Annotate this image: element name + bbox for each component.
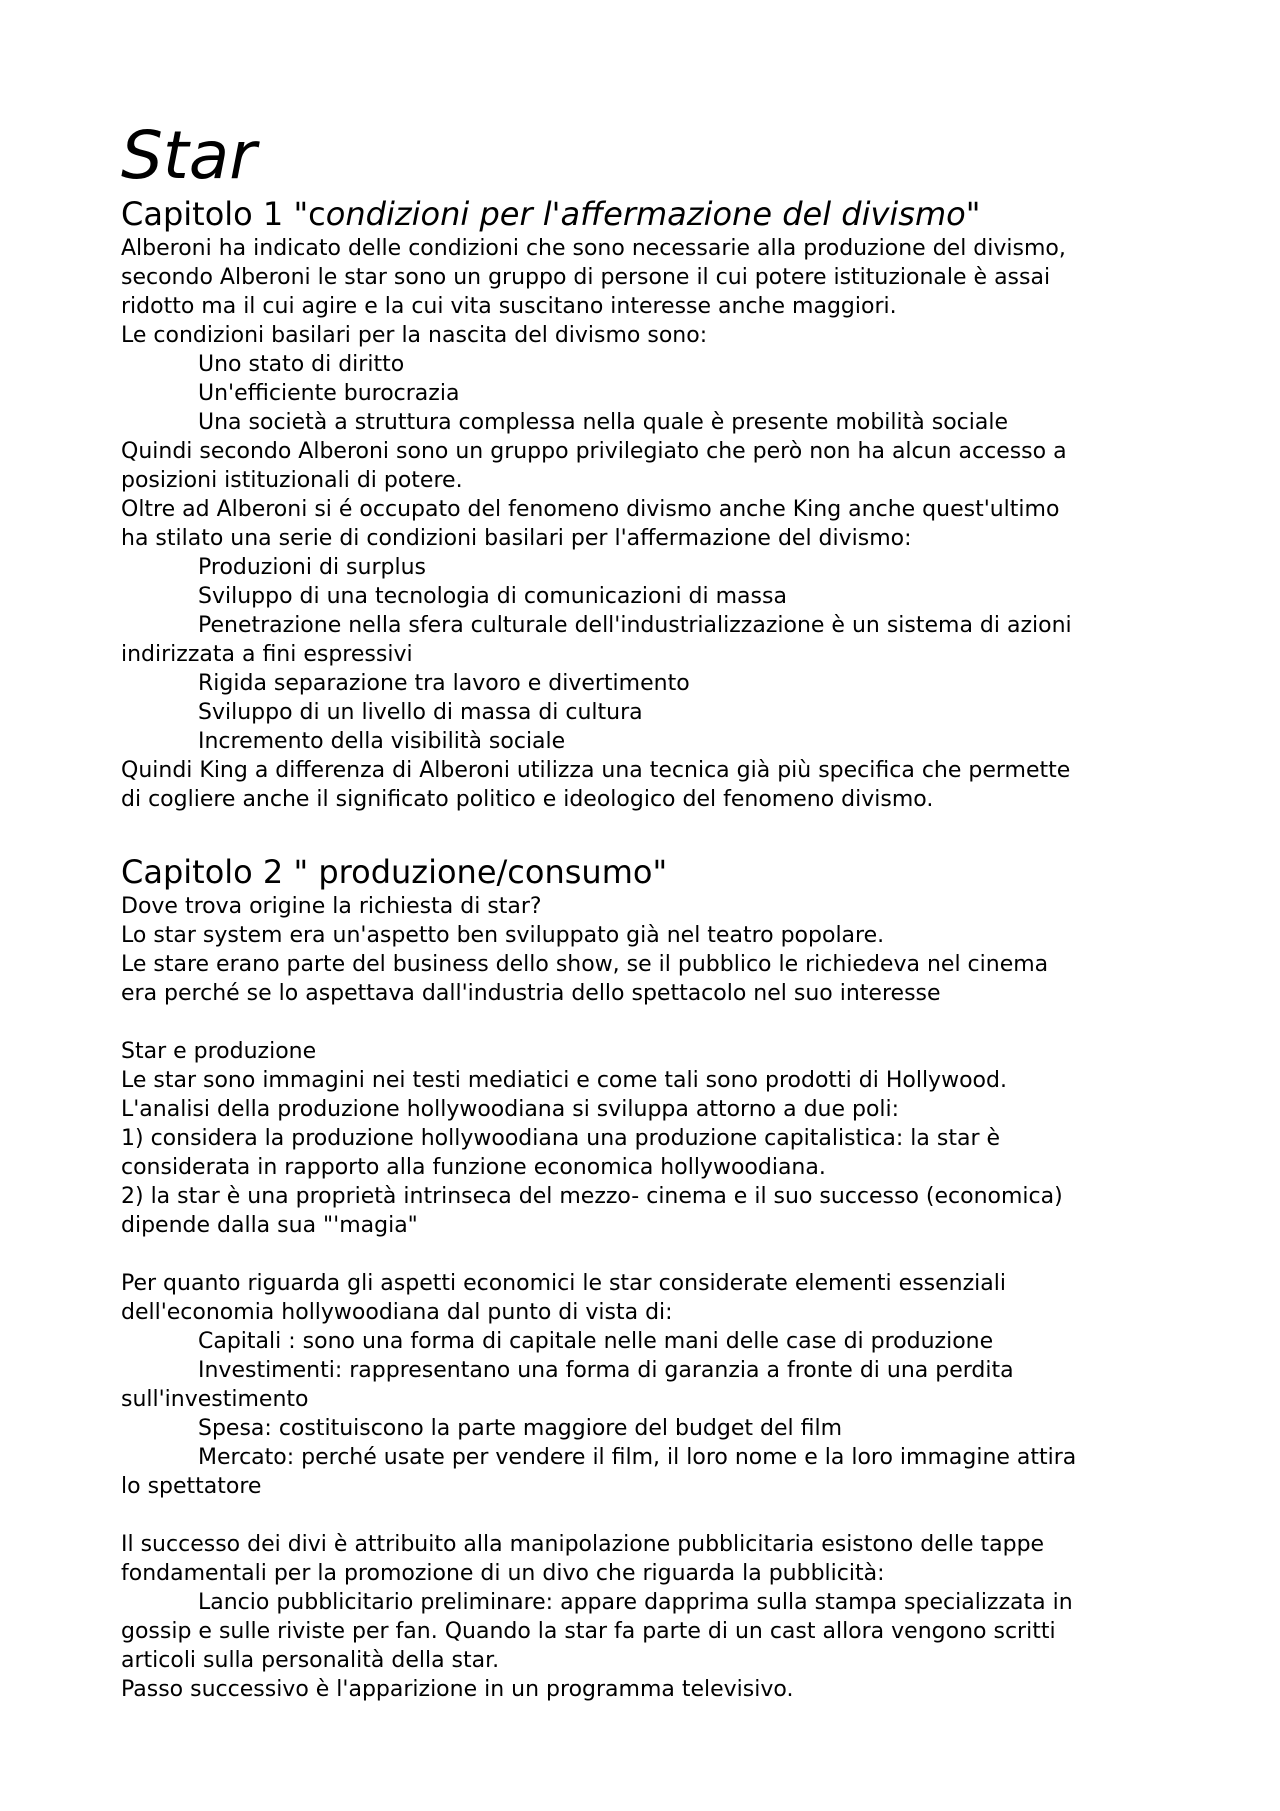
list-item: Rigida separazione tra lavoro e divertimento [198, 671, 690, 696]
list-item: Una società a struttura complessa nella quale è presente mobilità sociale [198, 410, 1008, 435]
promotion-list-item: Lancio pubblicitario preliminare: appare dapprima sulla stampa specializzata in gossip e sulle riviste per fan. Quando la star fa parte di un cast allora vengono scritti articoli sulla personalità della star. [121, 1590, 1073, 1673]
chapter-1-paragraph-2: Le condizioni basilari per la nascita del divismo sono: [121, 323, 708, 348]
list-item: Un'efficiente burocrazia [198, 381, 460, 406]
chapter-1-paragraph-4: Oltre ad Alberoni si é occupato del fenomeno divismo anche King anche quest'ultimo ha stilato una serie di condizioni basilari per l'affermazione del divismo: [121, 497, 1060, 551]
document-title: Star [121, 117, 257, 194]
list-item: Sviluppo di un livello di massa di cultura [198, 700, 643, 725]
list-item: Spesa: costituiscono la parte maggiore del budget del film [198, 1416, 843, 1441]
list-item: Uno stato di diritto [198, 352, 405, 377]
spacer [121, 1240, 1171, 1269]
conditions-list-king [121, 553, 1171, 756]
spacer [121, 1501, 1171, 1530]
spacer [121, 1008, 1171, 1037]
economic-aspects-list [121, 1327, 1171, 1501]
spacer [121, 814, 1171, 852]
conditions-list-alberoni [121, 350, 1171, 437]
list-item: Incremento della visibilità sociale [198, 729, 566, 754]
chapter-2-heading: Capitolo 2 " produzione/consumo" [121, 853, 668, 891]
document-page [121, 118, 1171, 1704]
list-item: Penetrazione nella sfera culturale dell'industrializzazione è un sistema di azioni indirizzata a fini espressivi [121, 613, 1072, 667]
chapter-1-paragraph-5: Quindi King a differenza di Alberoni utilizza una tecnica già più specifica che permette di cogliere anche il significato politico e ideologico del fenomeno divismo. [121, 758, 1071, 812]
chapter-2-paragraph-3: Per quanto riguarda gli aspetti economici le star considerate elementi essenziali dell'economia hollywoodiana dal punto di vista di: [121, 1271, 1006, 1325]
chapter-1-paragraph-1: Alberoni ha indicato delle condizioni che sono necessarie alla produzione del divismo, secondo Alberoni le star sono un gruppo di persone il cui potere istituzionale è assai ridotto ma il cui agire e la cui vita suscitano interesse anche maggiori. [121, 236, 1066, 319]
chapter-1-paragraph-3: Quindi secondo Alberoni sono un gruppo privilegiato che però non ha alcun accesso a posizioni istituzionali di potere. [121, 439, 1067, 493]
chapter-2-paragraph-5: Passo successivo è l'apparizione in un programma televisivo. [121, 1677, 794, 1702]
chapter-1-heading: Capitolo 1 "condizioni per l'affermazione del divismo" [121, 195, 981, 233]
list-item: Capitali : sono una forma di capitale nelle mani delle case di produzione [198, 1329, 994, 1354]
section-subheading: Star e produzione [121, 1039, 317, 1064]
chapter-2-paragraph-1: Dove trova origine la richiesta di star? Lo star system era un'aspetto ben sviluppato già nel teatro popolare. Le stare erano parte del business dello show, se il pubblico le richiedeva nel cinema era perché se lo aspettava dall'industria dello spettacolo nel suo interesse [121, 894, 1049, 1006]
chapter-2-paragraph-2: Star e produzione Le star sono immagini nei testi mediatici e come tali sono prodotti di Hollywood. L'analisi della produzione hollywoodiana si sviluppa attorno a due poli: 1) considera la produzione hollywoodiana una produzione capitalistica: la star è considerata in rapporto alla funzione economica hollywoodiana. 2) la star è una proprietà intrinseca del mezzo- cinema e il suo successo (economica) dipende dalla sua "'magia" [121, 1037, 1171, 1240]
list-item: Produzioni di surplus [198, 555, 426, 580]
list-item: Sviluppo di una tecnologia di comunicazioni di massa [198, 584, 787, 609]
list-item: Investimenti: rappresentano una forma di garanzia a fronte di una perdita sull'investimento [121, 1358, 1014, 1412]
list-item: Mercato: perché usate per vendere il film, il loro nome e la loro immagine attira lo spettatore [121, 1445, 1077, 1499]
chapter-2-paragraph-4: Il successo dei divi è attribuito alla manipolazione pubblicitaria esistono delle tappe fondamentali per la promozione di un divo che riguarda la pubblicità: [121, 1532, 1045, 1586]
